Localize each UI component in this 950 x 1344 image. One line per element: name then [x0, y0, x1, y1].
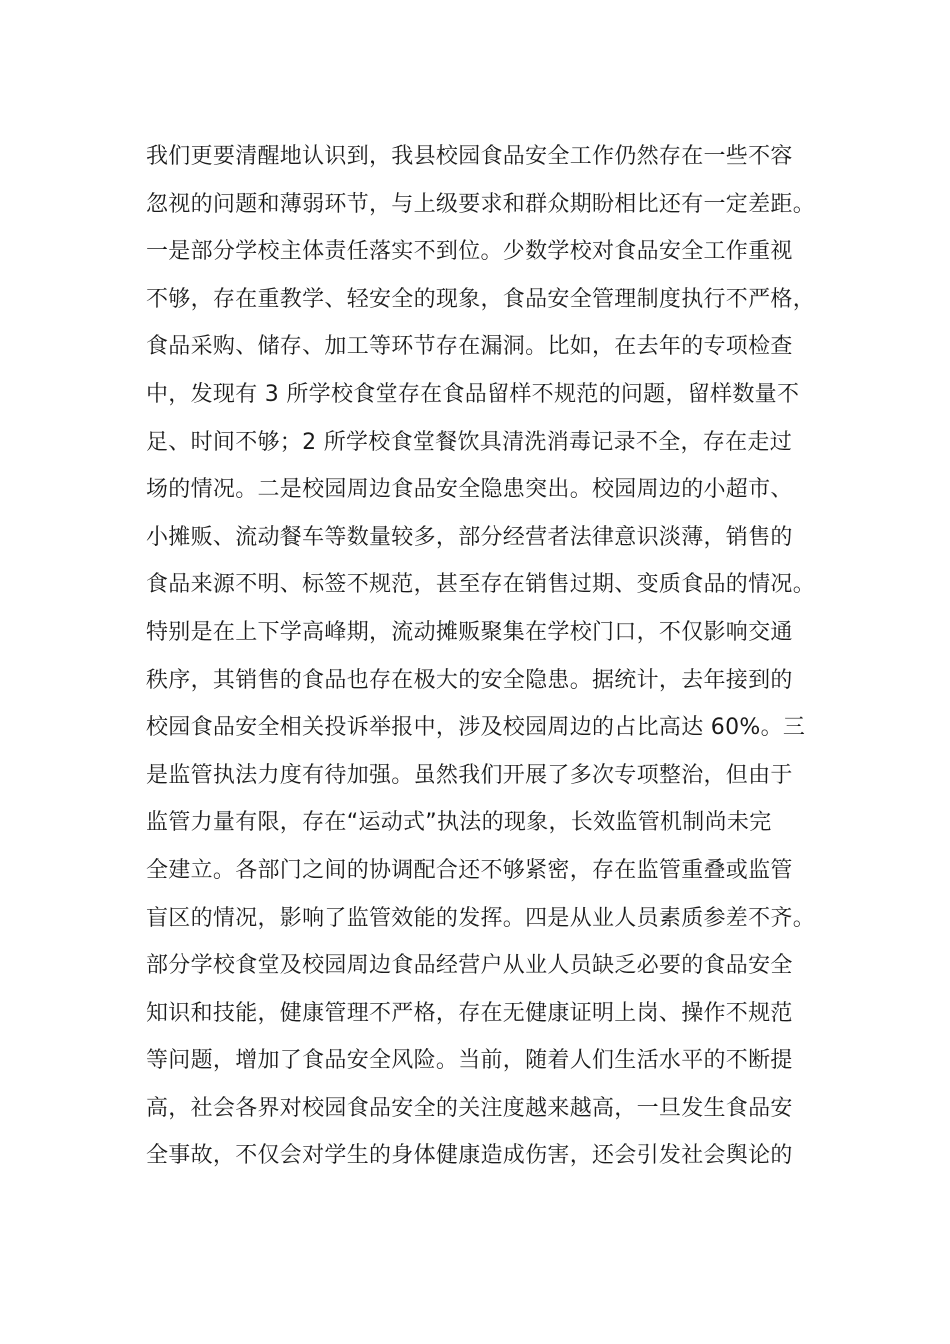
text-line: 秩序，其销售的食品也存在极大的安全隐患。据统计，去年接到的 — [146, 667, 793, 693]
text-line: 中，发现有 3 所学校食堂存在食品留样不规范的问题，留样数量不 — [146, 381, 800, 407]
text-line: 高，社会各界对校园食品安全的关注度越来越高，一旦发生食品安 — [146, 1095, 793, 1121]
text-line: 校园食品安全相关投诉举报中，涉及校园周边的占比高达 60%。三 — [146, 715, 806, 741]
text-line: 特别是在上下学高峰期，流动摊贩聚集在学校门口，不仅影响交通 — [146, 619, 793, 645]
text-line: 食品来源不明、标签不规范，甚至存在销售过期、变质食品的情况。 — [146, 572, 816, 598]
text-line: 不够，存在重教学、轻安全的现象，食品安全管理制度执行不严格， — [146, 286, 816, 312]
body-paragraph — [146, 133, 826, 1180]
text-line: 食品采购、储存、加工等环节存在漏洞。比如，在去年的专项检查 — [146, 334, 793, 360]
text-line: 监管力量有限，存在“运动式”执法的现象，长效监管机制尚未完 — [146, 810, 772, 836]
text-line: 全建立。各部门之间的协调配合还不够紧密，存在监管重叠或监管 — [146, 857, 793, 883]
text-line: 足、时间不够；2 所学校食堂餐饮具清洗消毒记录不全，存在走过 — [146, 429, 792, 455]
text-line: 忽视的问题和薄弱环节，与上级要求和群众期盼相比还有一定差距。 — [146, 191, 816, 217]
text-line: 全事故，不仅会对学生的身体健康造成伤害，还会引发社会舆论的 — [146, 1143, 793, 1169]
text-line: 场的情况。二是校园周边食品安全隐患突出。校园周边的小超市、 — [146, 477, 793, 503]
text-line: 一是部分学校主体责任落实不到位。少数学校对食品安全工作重视 — [146, 239, 793, 265]
text-line: 我们更要清醒地认识到，我县校园食品安全工作仍然存在一些不容 — [146, 144, 793, 169]
text-line: 知识和技能，健康管理不严格，存在无健康证明上岗、操作不规范 — [146, 1000, 793, 1026]
text-line: 小摊贩、流动餐车等数量较多，部分经营者法律意识淡薄，销售的 — [146, 524, 793, 550]
text-line: 是监管执法力度有待加强。虽然我们开展了多次专项整治，但由于 — [146, 762, 793, 788]
text-line: 部分学校食堂及校园周边食品经营户从业人员缺乏必要的食品安全 — [146, 953, 793, 979]
text-line: 盲区的情况，影响了监管效能的发挥。四是从业人员素质参差不齐。 — [146, 905, 816, 931]
text-line: 等问题，增加了食品安全风险。当前，随着人们生活水平的不断提 — [146, 1048, 793, 1074]
